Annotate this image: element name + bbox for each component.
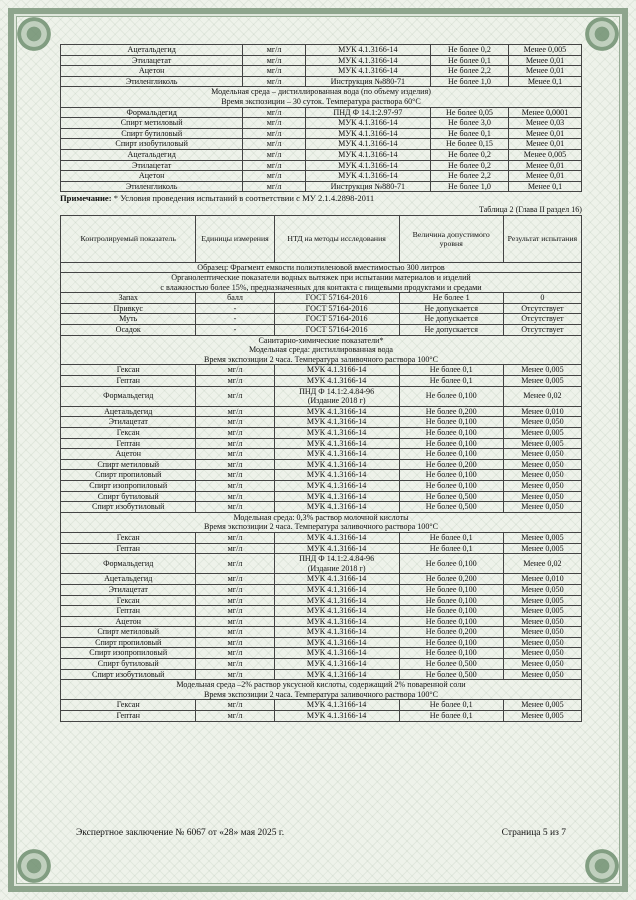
table-row <box>61 406 582 417</box>
table-cell: МУК 4.1.3166-14 <box>274 574 399 585</box>
table-cell: мг/л <box>243 118 306 129</box>
table-cell: МУК 4.1.3166-14 <box>305 139 430 150</box>
table-cell: МУК 4.1.3166-14 <box>305 55 430 66</box>
table-row <box>61 314 582 325</box>
table-cell: Не более 0,100 <box>399 480 503 491</box>
table-cell: Гептан <box>61 543 196 554</box>
table-cell: Не более 0,100 <box>399 595 503 606</box>
table-cell: МУК 4.1.3166-14 <box>274 595 399 606</box>
table-cell: мг/л <box>243 160 306 171</box>
table-cell: Отсутствует <box>503 314 581 325</box>
table-cell: МУК 4.1.3166-14 <box>305 66 430 77</box>
table-cell: МУК 4.1.3166-14 <box>305 128 430 139</box>
table-row <box>61 376 582 387</box>
table-cell: Привкус <box>61 303 196 314</box>
table-row <box>61 303 582 314</box>
table-cell: Ацетальдегид <box>61 45 243 56</box>
table-cell: ПНД Ф 14.1:2.4.84-96 (Издание 2018 г) <box>274 386 399 406</box>
table-cell: Менее 0,050 <box>503 627 581 638</box>
table-cell: мг/л <box>196 532 274 543</box>
table-cell: Не более 0,2 <box>430 149 508 160</box>
section-row <box>61 262 582 273</box>
table-cell: Менее 0,005 <box>503 700 581 711</box>
table-cell: - <box>196 325 274 336</box>
column-header: НТД на методы исследования <box>274 215 399 262</box>
table-cell: ГОСТ 57164-2016 <box>274 325 399 336</box>
table-cell: Менее 0,050 <box>503 584 581 595</box>
table-cell: Менее 0,050 <box>503 449 581 460</box>
table-cell: Не более 0,500 <box>399 669 503 680</box>
table-row <box>61 470 582 481</box>
table-cell: Менее 0,050 <box>503 637 581 648</box>
table-row <box>61 438 582 449</box>
section-row <box>61 335 582 365</box>
table-cell: МУК 4.1.3166-14 <box>274 406 399 417</box>
table-cell: МУК 4.1.3166-14 <box>274 417 399 428</box>
table-cell: МУК 4.1.3166-14 <box>274 584 399 595</box>
table-cell: Менее 0,03 <box>509 118 582 129</box>
table-row <box>61 480 582 491</box>
column-header: Результат испытания <box>503 215 581 262</box>
table-cell: мг/л <box>196 470 274 481</box>
table-cell: мг/л <box>196 595 274 606</box>
table-2-caption: Таблица 2 (Глава II раздел 16) <box>478 204 582 214</box>
table-cell: Гептан <box>61 376 196 387</box>
table-cell: Менее 0,01 <box>509 160 582 171</box>
table-cell: Не более 0,1 <box>399 700 503 711</box>
table-cell: Не более 1,0 <box>430 181 508 192</box>
table-cell: Не более 1,0 <box>430 76 508 87</box>
table-cell: Спирт метиловый <box>61 459 196 470</box>
table-cell: Менее 0,050 <box>503 502 581 513</box>
table-cell: Не более 0,1 <box>399 711 503 722</box>
table-cell: Менее 0,005 <box>509 45 582 56</box>
table-cell: Осадок <box>61 325 196 336</box>
table-cell: Менее 0,005 <box>503 711 581 722</box>
corner-ornament <box>574 838 630 894</box>
column-header: Величина допустимого уровня <box>399 215 503 262</box>
table-cell: Запах <box>61 293 196 304</box>
table-cell: ГОСТ 57164-2016 <box>274 293 399 304</box>
table-cell: мг/л <box>196 491 274 502</box>
table-cell: Менее 0,005 <box>509 149 582 160</box>
table-cell: Менее 0,005 <box>503 595 581 606</box>
table-cell: Не более 0,100 <box>399 449 503 460</box>
table-row <box>61 532 582 543</box>
table-1-continued <box>60 44 582 192</box>
table-cell: Не более 0,100 <box>399 616 503 627</box>
table-cell: Гептан <box>61 438 196 449</box>
table-row <box>61 428 582 439</box>
table-cell: мг/л <box>196 438 274 449</box>
table-cell: МУК 4.1.3166-14 <box>274 637 399 648</box>
table-cell: Гексан <box>61 532 196 543</box>
table-cell: Не более 0,1 <box>430 128 508 139</box>
page-footer <box>76 828 566 838</box>
table-cell: мг/л <box>196 449 274 460</box>
table-cell: мг/л <box>196 584 274 595</box>
table-cell: мг/л <box>196 386 274 406</box>
table-cell: Не более 0,2 <box>430 160 508 171</box>
table-cell: Не более 0,1 <box>399 543 503 554</box>
table-cell: Менее 0,050 <box>503 470 581 481</box>
table-cell: Не более 0,1 <box>399 365 503 376</box>
table-cell: Муть <box>61 314 196 325</box>
corner-ornament <box>6 838 62 894</box>
table-row <box>61 160 582 171</box>
table-row <box>61 574 582 585</box>
table-row <box>61 365 582 376</box>
table-row <box>61 711 582 722</box>
table-cell: Спирт бутиловый <box>61 491 196 502</box>
section-row <box>61 273 582 293</box>
table-cell: мг/л <box>196 376 274 387</box>
table-cell: мг/л <box>243 76 306 87</box>
section-row <box>61 87 582 107</box>
document-content <box>60 44 582 722</box>
table-cell: Спирт изобутиловый <box>61 669 196 680</box>
table-cell: Ацетон <box>61 616 196 627</box>
table-cell: Менее 0,050 <box>503 459 581 470</box>
table-cell: МУК 4.1.3166-14 <box>274 659 399 670</box>
table-cell: Не более 0,05 <box>430 107 508 118</box>
table-cell: Менее 0,005 <box>503 543 581 554</box>
table-row <box>61 325 582 336</box>
table-cell: МУК 4.1.3166-14 <box>274 376 399 387</box>
table-2 <box>60 215 582 722</box>
table-cell: Спирт бутиловый <box>61 128 243 139</box>
table-cell: Не более 0,200 <box>399 627 503 638</box>
table-cell: МУК 4.1.3166-14 <box>274 491 399 502</box>
table-cell: ПНД Ф 14.1:2.4.84-96 (Издание 2018 г) <box>274 554 399 574</box>
table-cell: - <box>196 314 274 325</box>
table-cell: Не более 0,100 <box>399 637 503 648</box>
table-cell: Менее 0,005 <box>503 532 581 543</box>
table-cell: МУК 4.1.3166-14 <box>274 459 399 470</box>
table-row <box>61 449 582 460</box>
table-cell: Менее 0,02 <box>503 554 581 574</box>
table-row <box>61 293 582 304</box>
table-row <box>61 637 582 648</box>
table-cell: Ацетон <box>61 171 243 182</box>
table-cell: Менее 0,010 <box>503 406 581 417</box>
section-heading: Органолептические показатели водных вытяжек при испытании материалов и изделий с влажностью более 15%, предназначенных для контакта с пищевыми продуктами и средами <box>61 273 582 293</box>
table-cell: мг/л <box>243 107 306 118</box>
table-cell: Отсутствует <box>503 325 581 336</box>
table-cell: Не более 0,1 <box>430 55 508 66</box>
table-cell: Ацетон <box>61 66 243 77</box>
table-cell: МУК 4.1.3166-14 <box>274 543 399 554</box>
table-cell: мг/л <box>196 543 274 554</box>
table-cell: мг/л <box>196 574 274 585</box>
note-label: Примечание: <box>60 193 112 204</box>
table-cell: Не более 0,500 <box>399 491 503 502</box>
table-cell: мг/л <box>196 480 274 491</box>
table-cell: Не допускается <box>399 314 503 325</box>
table-cell: МУК 4.1.3166-14 <box>274 502 399 513</box>
table-cell: Менее 0,050 <box>503 491 581 502</box>
table-cell: мг/л <box>243 171 306 182</box>
table-cell: 0 <box>503 293 581 304</box>
table-cell: Ацетон <box>61 449 196 460</box>
table-cell: Менее 0,050 <box>503 669 581 680</box>
table-cell: Менее 0,01 <box>509 128 582 139</box>
table-cell: МУК 4.1.3166-14 <box>274 648 399 659</box>
table-cell: ПНД Ф 14.1:2.97-97 <box>305 107 430 118</box>
table-row <box>61 669 582 680</box>
table-cell: Не более 0,1 <box>399 532 503 543</box>
table-cell: МУК 4.1.3166-14 <box>274 532 399 543</box>
table-cell: МУК 4.1.3166-14 <box>305 171 430 182</box>
table-cell: мг/л <box>243 139 306 150</box>
table-cell: Спирт бутиловый <box>61 659 196 670</box>
table-cell: Менее 0,01 <box>509 55 582 66</box>
table-cell: Менее 0,050 <box>503 659 581 670</box>
table-cell: Спирт пропиловый <box>61 470 196 481</box>
table-cell: Не более 0,200 <box>399 459 503 470</box>
footer-conclusion-number: Экспертное заключение № 6067 от «28» мая 2025 г. <box>76 828 285 838</box>
table-cell: Гексан <box>61 595 196 606</box>
table-cell: МУК 4.1.3166-14 <box>305 149 430 160</box>
table-cell: МУК 4.1.3166-14 <box>274 606 399 617</box>
table-cell: мг/л <box>196 711 274 722</box>
table-cell: мг/л <box>196 616 274 627</box>
table-cell: Ацетальдегид <box>61 574 196 585</box>
table-cell: МУК 4.1.3166-14 <box>305 45 430 56</box>
table-row <box>61 616 582 627</box>
table-cell: Формальдегид <box>61 554 196 574</box>
table-cell: МУК 4.1.3166-14 <box>274 438 399 449</box>
table-cell: Не более 0,2 <box>430 45 508 56</box>
table-cell: мг/л <box>196 700 274 711</box>
table-cell: мг/л <box>196 648 274 659</box>
table-row <box>61 584 582 595</box>
table-cell: МУК 4.1.3166-14 <box>274 700 399 711</box>
table-cell: мг/л <box>196 459 274 470</box>
table-cell: мг/л <box>243 66 306 77</box>
table-row <box>61 606 582 617</box>
table-cell: Менее 0,010 <box>503 574 581 585</box>
table-cell: Не более 1 <box>399 293 503 304</box>
table-cell: мг/л <box>196 627 274 638</box>
table-cell: Менее 0,1 <box>509 76 582 87</box>
table-cell: МУК 4.1.3166-14 <box>274 428 399 439</box>
table-cell: Этиленгликоль <box>61 181 243 192</box>
table-cell: мг/л <box>243 128 306 139</box>
table-cell: Не более 2,2 <box>430 171 508 182</box>
table-cell: мг/л <box>243 149 306 160</box>
table-cell: мг/л <box>196 417 274 428</box>
table-cell: Формальдегид <box>61 386 196 406</box>
table-row <box>61 502 582 513</box>
table-row <box>61 700 582 711</box>
table-cell: Формальдегид <box>61 107 243 118</box>
table-cell: мг/л <box>243 181 306 192</box>
table-cell: МУК 4.1.3166-14 <box>274 669 399 680</box>
table-cell: Ацетальдегид <box>61 406 196 417</box>
table-cell: мг/л <box>196 554 274 574</box>
table-cell: Гептан <box>61 606 196 617</box>
table-cell: Инструкция №880-71 <box>305 76 430 87</box>
table-cell: Менее 0,005 <box>503 428 581 439</box>
table-row <box>61 171 582 182</box>
table-cell: Спирт изопропиловый <box>61 480 196 491</box>
table-cell: Этилацетат <box>61 55 243 66</box>
table-cell: Не более 2,2 <box>430 66 508 77</box>
table-cell: Не более 0,100 <box>399 428 503 439</box>
table-cell: мг/л <box>196 502 274 513</box>
table-cell: ГОСТ 57164-2016 <box>274 314 399 325</box>
table-cell: мг/л <box>196 606 274 617</box>
table-cell: Менее 0,005 <box>503 376 581 387</box>
table-row <box>61 149 582 160</box>
table-row <box>61 543 582 554</box>
table-cell: мг/л <box>196 428 274 439</box>
note <box>60 194 582 204</box>
table-cell: Не более 0,500 <box>399 659 503 670</box>
table-cell: Спирт изопропиловый <box>61 648 196 659</box>
table-cell: - <box>196 303 274 314</box>
table-cell: Этилацетат <box>61 584 196 595</box>
table-row <box>61 627 582 638</box>
section-heading: Модельная среда – дистиллированная вода (по объему изделия) Время экспозиции – 30 суток. Температура раствора 60°С <box>61 87 582 107</box>
table-cell: Не более 0,100 <box>399 417 503 428</box>
table-cell: Не более 0,100 <box>399 584 503 595</box>
column-header: Единицы измерения <box>196 215 274 262</box>
table-cell: Гексан <box>61 365 196 376</box>
note-text: * Условия проведения испытаний в соответствии с МУ 2.1.4.2898-2011 <box>111 193 375 204</box>
table-cell: Не более 0,100 <box>399 438 503 449</box>
table-row <box>61 128 582 139</box>
table-cell: МУК 4.1.3166-14 <box>274 365 399 376</box>
table-cell: Менее 0,01 <box>509 171 582 182</box>
table-cell: Менее 0,02 <box>503 386 581 406</box>
table-cell: Спирт метиловый <box>61 118 243 129</box>
table-cell: Не более 0,200 <box>399 406 503 417</box>
table-cell: Не более 0,15 <box>430 139 508 150</box>
table-row <box>61 139 582 150</box>
table-cell: мг/л <box>196 669 274 680</box>
table-row <box>61 386 582 406</box>
table-row <box>61 554 582 574</box>
table-row <box>61 659 582 670</box>
table-cell: Не более 0,100 <box>399 606 503 617</box>
table-cell: Гептан <box>61 711 196 722</box>
table-cell: Не более 0,500 <box>399 502 503 513</box>
table-cell: Менее 0,050 <box>503 648 581 659</box>
table-cell: Этилацетат <box>61 160 243 171</box>
corner-ornament <box>574 6 630 62</box>
section-row <box>61 680 582 700</box>
table-row <box>61 45 582 56</box>
table-cell: Менее 0,005 <box>503 438 581 449</box>
corner-ornament <box>6 6 62 62</box>
table-cell: Менее 0,0001 <box>509 107 582 118</box>
table-row <box>61 76 582 87</box>
table-cell: Не более 0,100 <box>399 554 503 574</box>
table-cell: мг/л <box>243 55 306 66</box>
table-cell: Не допускается <box>399 303 503 314</box>
footer-page-number: Страница 5 из 7 <box>501 828 566 838</box>
table-cell: Не более 0,100 <box>399 386 503 406</box>
table-cell: Менее 0,050 <box>503 480 581 491</box>
table-cell: мг/л <box>196 637 274 648</box>
table-cell: МУК 4.1.3166-14 <box>274 711 399 722</box>
table-cell: Не более 0,100 <box>399 648 503 659</box>
section-heading: Образец: Фрагмент емкости полиэтиленовой вместимостью 300 литров <box>61 262 582 273</box>
table-row <box>61 491 582 502</box>
table-cell: Ацетальдегид <box>61 149 243 160</box>
table-cell: мг/л <box>196 365 274 376</box>
table-cell: Не более 3,0 <box>430 118 508 129</box>
table-cell: Спирт метиловый <box>61 627 196 638</box>
table-cell: МУК 4.1.3166-14 <box>274 449 399 460</box>
table-row <box>61 648 582 659</box>
table-cell: Не более 0,200 <box>399 574 503 585</box>
table-cell: Инструкция №880-71 <box>305 181 430 192</box>
table-row <box>61 181 582 192</box>
section-heading: Модельная среда: 0,3% раствор молочной кислоты Время экспозиции 2 часа. Температура заливочного раствора 100°С <box>61 512 582 532</box>
table-cell: Гексан <box>61 700 196 711</box>
table-row <box>61 55 582 66</box>
table-cell: мг/л <box>196 659 274 670</box>
table-cell: Менее 0,005 <box>503 365 581 376</box>
table-cell: Менее 0,1 <box>509 181 582 192</box>
table-cell: МУК 4.1.3166-14 <box>274 470 399 481</box>
table-row <box>61 595 582 606</box>
table-cell: Отсутствует <box>503 303 581 314</box>
table-row <box>61 417 582 428</box>
table-cell: Менее 0,050 <box>503 616 581 627</box>
section-heading: Модельная среда –2% раствор уксусной кислоты, содержащий 2% поваренной соли Время экспозиции 2 часа. Температура заливочного раствора 100°С <box>61 680 582 700</box>
table-row <box>61 118 582 129</box>
section-row <box>61 512 582 532</box>
table-cell: МУК 4.1.3166-14 <box>305 160 430 171</box>
table-cell: Не допускается <box>399 325 503 336</box>
section-heading: Санитарно-химические показатели* Модельная среда: дистиллированная вода Время экспозиции 2 часа. Температура заливочного раствора 100°С <box>61 335 582 365</box>
table-cell: Менее 0,005 <box>503 606 581 617</box>
table-row <box>61 459 582 470</box>
table-cell: Гексан <box>61 428 196 439</box>
table-cell: Спирт изобутиловый <box>61 502 196 513</box>
table-cell: Этилацетат <box>61 417 196 428</box>
table-cell: ГОСТ 57164-2016 <box>274 303 399 314</box>
table-cell: Не более 0,1 <box>399 376 503 387</box>
table-cell: балл <box>196 293 274 304</box>
table-cell: МУК 4.1.3166-14 <box>274 480 399 491</box>
table-cell: Не более 0,100 <box>399 470 503 481</box>
table-row <box>61 107 582 118</box>
table-cell: МУК 4.1.3166-14 <box>305 118 430 129</box>
table-cell: Менее 0,050 <box>503 417 581 428</box>
table-cell: мг/л <box>243 45 306 56</box>
table-cell: Менее 0,01 <box>509 139 582 150</box>
table-cell: МУК 4.1.3166-14 <box>274 627 399 638</box>
table-cell: мг/л <box>196 406 274 417</box>
table-cell: МУК 4.1.3166-14 <box>274 616 399 627</box>
table-cell: Этиленгликоль <box>61 76 243 87</box>
column-header: Контролируемый показатель <box>61 215 196 262</box>
table-cell: Менее 0,01 <box>509 66 582 77</box>
table-cell: Спирт изобутиловый <box>61 139 243 150</box>
table-row <box>61 66 582 77</box>
table-cell: Спирт пропиловый <box>61 637 196 648</box>
